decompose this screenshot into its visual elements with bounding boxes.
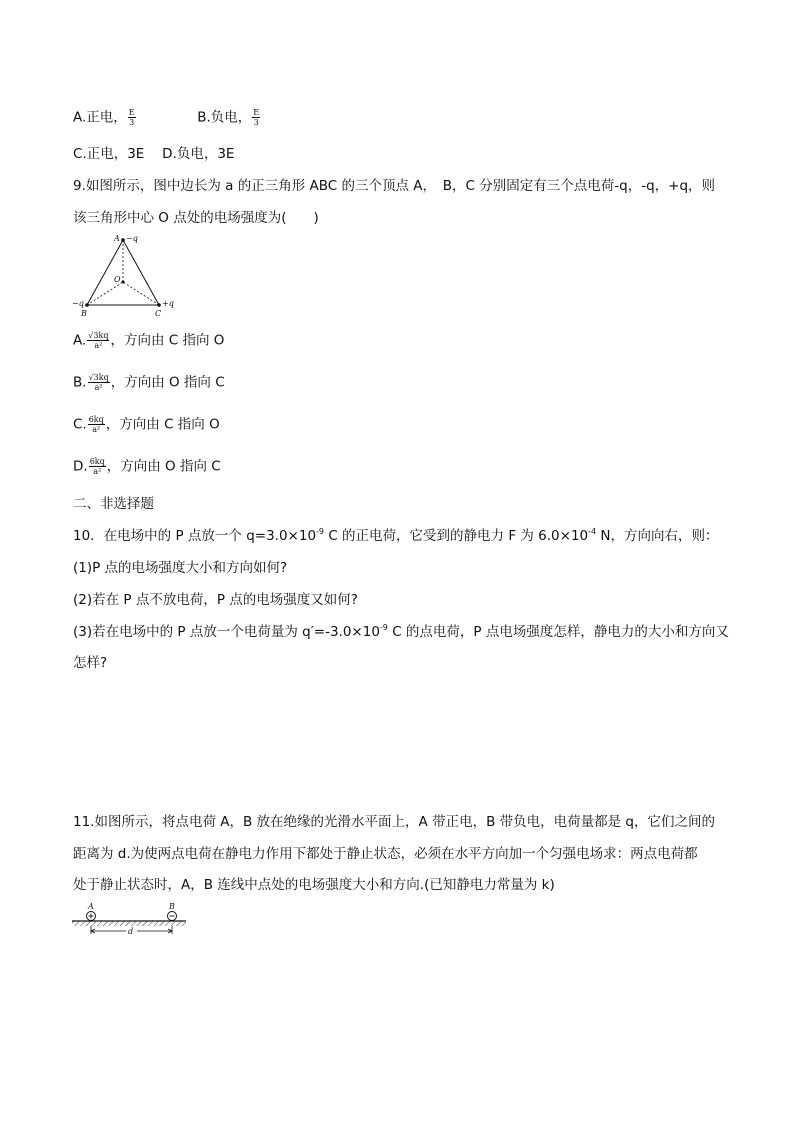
q8-option-c-d: C.正电，3E D.负电，3E xyxy=(73,146,235,162)
q10-part1: (1)P 点的电场强度大小和方向如何? xyxy=(73,560,288,576)
section-heading: 二、非选择题 xyxy=(73,496,154,512)
triangle-figure xyxy=(72,232,184,318)
charge-b-label: −q xyxy=(72,299,84,308)
fraction: $\frac{E}{3}$ xyxy=(253,108,260,127)
q8-option-a-b xyxy=(73,108,261,127)
q9-stem-line1: 9.如图所示，图中边长为 a 的正三角形 ABC 的三个顶点 A， B，C 分别固定有三个点电荷-q，-q，+q，则 xyxy=(73,178,716,194)
q9-stem-line2: 该三角形中心 O 点处的电场强度为( ) xyxy=(73,210,319,226)
center-o-label: O xyxy=(114,275,121,284)
q11-line1: 11.如图所示，将点电荷 A，B 放在绝缘的光滑水平面上，A 带正电，B 带负电，电荷量都是 q，它们之间的 xyxy=(73,814,715,830)
option-a-label: A.正电， xyxy=(73,109,127,126)
q10-part3-cont: 怎样? xyxy=(73,655,108,671)
charge-a-label: −q xyxy=(126,234,138,243)
fraction: $\frac{√3kq}{\text{a²}}$ xyxy=(88,331,109,350)
fraction: $\frac{6kq}{\text{a²}}$ xyxy=(89,457,105,476)
q9-option-c: C. $\frac{6kq}{\text{a²}}$ ，方向由 C 指向 O xyxy=(73,415,220,434)
q9-option-b: B. $\frac{√3kq}{\text{a²}}$ ，方向由 O 指向 C xyxy=(73,373,225,392)
q11-line2: 距离为 d.为使两点电荷在静电力作用下都处于静止状态，必须在水平方向加一个匀强电场求：两点电荷都 xyxy=(73,846,698,862)
charge-a-label: A xyxy=(88,902,94,911)
distance-d-label: d xyxy=(128,927,134,936)
q10-part2: (2)若在 P 点不放电荷，P 点的电场强度又如何? xyxy=(73,592,358,608)
q9-option-d: D. $\frac{6kq}{\text{a²}}$ ，方向由 O 指向 C xyxy=(73,457,221,476)
q10-part3: (3)若在电场中的 P 点放一个电荷量为 $q'=-3.0\times 10^{-9}$ C 的点电荷，P 点电场强度怎样，静电力的大小和方向又 xyxy=(73,623,729,640)
q11-line3: 处于静止状态时，A，B 连线中点处的电场强度大小和方向.(已知静电力常量为 k) xyxy=(73,877,555,893)
vertex-b-label: B xyxy=(81,309,87,318)
fraction: $\frac{√3kq}{\text{a²}}$ xyxy=(88,373,109,392)
q9-option-a: A. $\frac{√3kq}{\text{a²}}$ ，方向由 C 指向 O xyxy=(73,331,225,350)
fraction: $\frac{6kq}{\text{a²}}$ xyxy=(88,415,104,434)
charges-figure xyxy=(70,902,190,936)
vertex-a-label: A xyxy=(114,234,120,243)
q10-stem: 10．在电场中的 P 点放一个 $q=3.0\times 10^{-9}$ C 的正电荷，它受到的静电力 F 为 $6.0\times 10^{-4}$ N，方向向右，则： xyxy=(73,527,719,544)
charge-c-label: +q xyxy=(162,299,174,308)
vertex-c-label: C xyxy=(155,309,162,318)
charge-b-label: B xyxy=(169,902,175,911)
option-b-label: B.负电， xyxy=(197,109,252,126)
fraction: $\frac{E}{3}$ xyxy=(128,108,135,127)
